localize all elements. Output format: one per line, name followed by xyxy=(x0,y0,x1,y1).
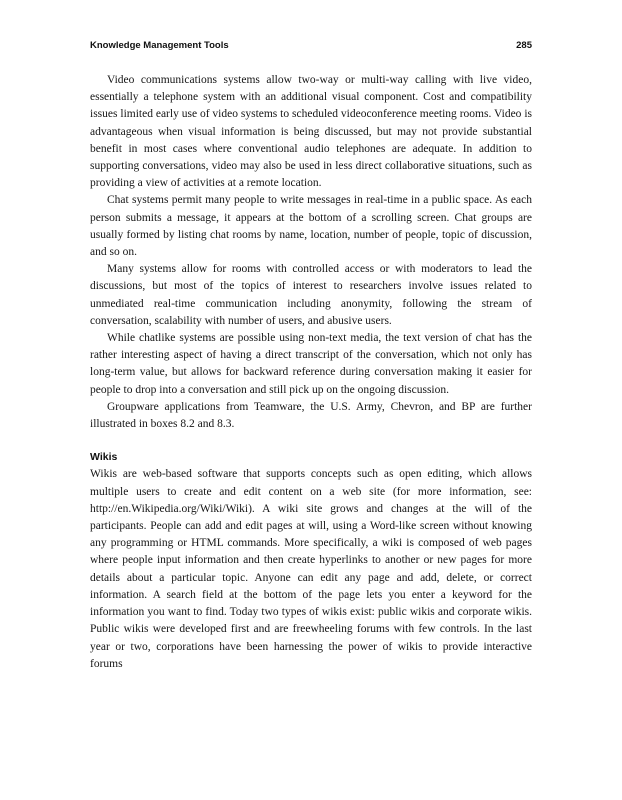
page-number: 285 xyxy=(516,40,532,51)
paragraph-chatlike-systems: While chatlike systems are possible using non-text media, the text version of chat has the rather interesting aspect of having a direct transcript of the conversation, which not only has long-term value, but allows for backward reference during conversation making it easier for people to drop into a conversation and still pick up on the ongoing discussion. xyxy=(90,332,532,396)
section-heading-wikis: Wikis xyxy=(90,451,118,464)
running-head-title: Knowledge Management Tools xyxy=(90,40,229,51)
paragraph-wikis: Wikis are web-based software that supports concepts such as open editing, which allows multiple users to create and edit content on a web site (for more information, see: http://en.Wikipedia.org/Wiki/Wiki). A wiki site grows and changes at the will of the participants. People can add and edit pages at will, using a Word-like screen without knowing any programming or HTML commands. More specifically, a wiki is composed of web pages where people input information and then create hyperlinks to another or new pages for more details about a particular topic. Anyone can edit any page and add, delete, or correct information. A search field at the bottom of the page lets you enter a keyword for the information you want to find. Today two types of wikis exist: public wikis and corporate wikis. Public wikis were developed first and are freewheeling forums with few controls. In the last year or two, corporations have been harnessing the power of wikis to provide interactive forums xyxy=(90,468,532,670)
body-text xyxy=(90,72,532,673)
paragraph-video-communications: Video communications systems allow two-way or multi-way calling with live video, essentially a telephone system with an additional visual component. Cost and compatibility issues limited early use of video systems to scheduled videoconference meeting rooms. Video is advantageous when visual information is being discussed, but may not provide substantial benefit in most cases where conventional audio telephones are adequate. In addition to supporting conversations, video may also be used in less direct collaborative situations, such as providing a view of activities at a remote location. xyxy=(90,74,532,190)
paragraph-moderated-rooms: Many systems allow for rooms with controlled access or with moderators to lead the discussions, but most of the topics of interest to researchers involve issues related to unmediated real-time communication including anonymity, following the stream of conversation, scalability with number of users, and abusive users. xyxy=(90,263,532,327)
paragraph-chat-systems: Chat systems permit many people to write messages in real-time in a public space. As each person submits a message, it appears at the bottom of a scrolling screen. Chat groups are usually formed by listing chat rooms by name, location, number of people, topic of discussion, and so on. xyxy=(90,194,532,259)
paragraph-groupware-applications: Groupware applications from Teamware, the U.S. Army, Chevron, and BP are further illustrated in boxes 8.2 and 8.3. xyxy=(90,400,532,431)
